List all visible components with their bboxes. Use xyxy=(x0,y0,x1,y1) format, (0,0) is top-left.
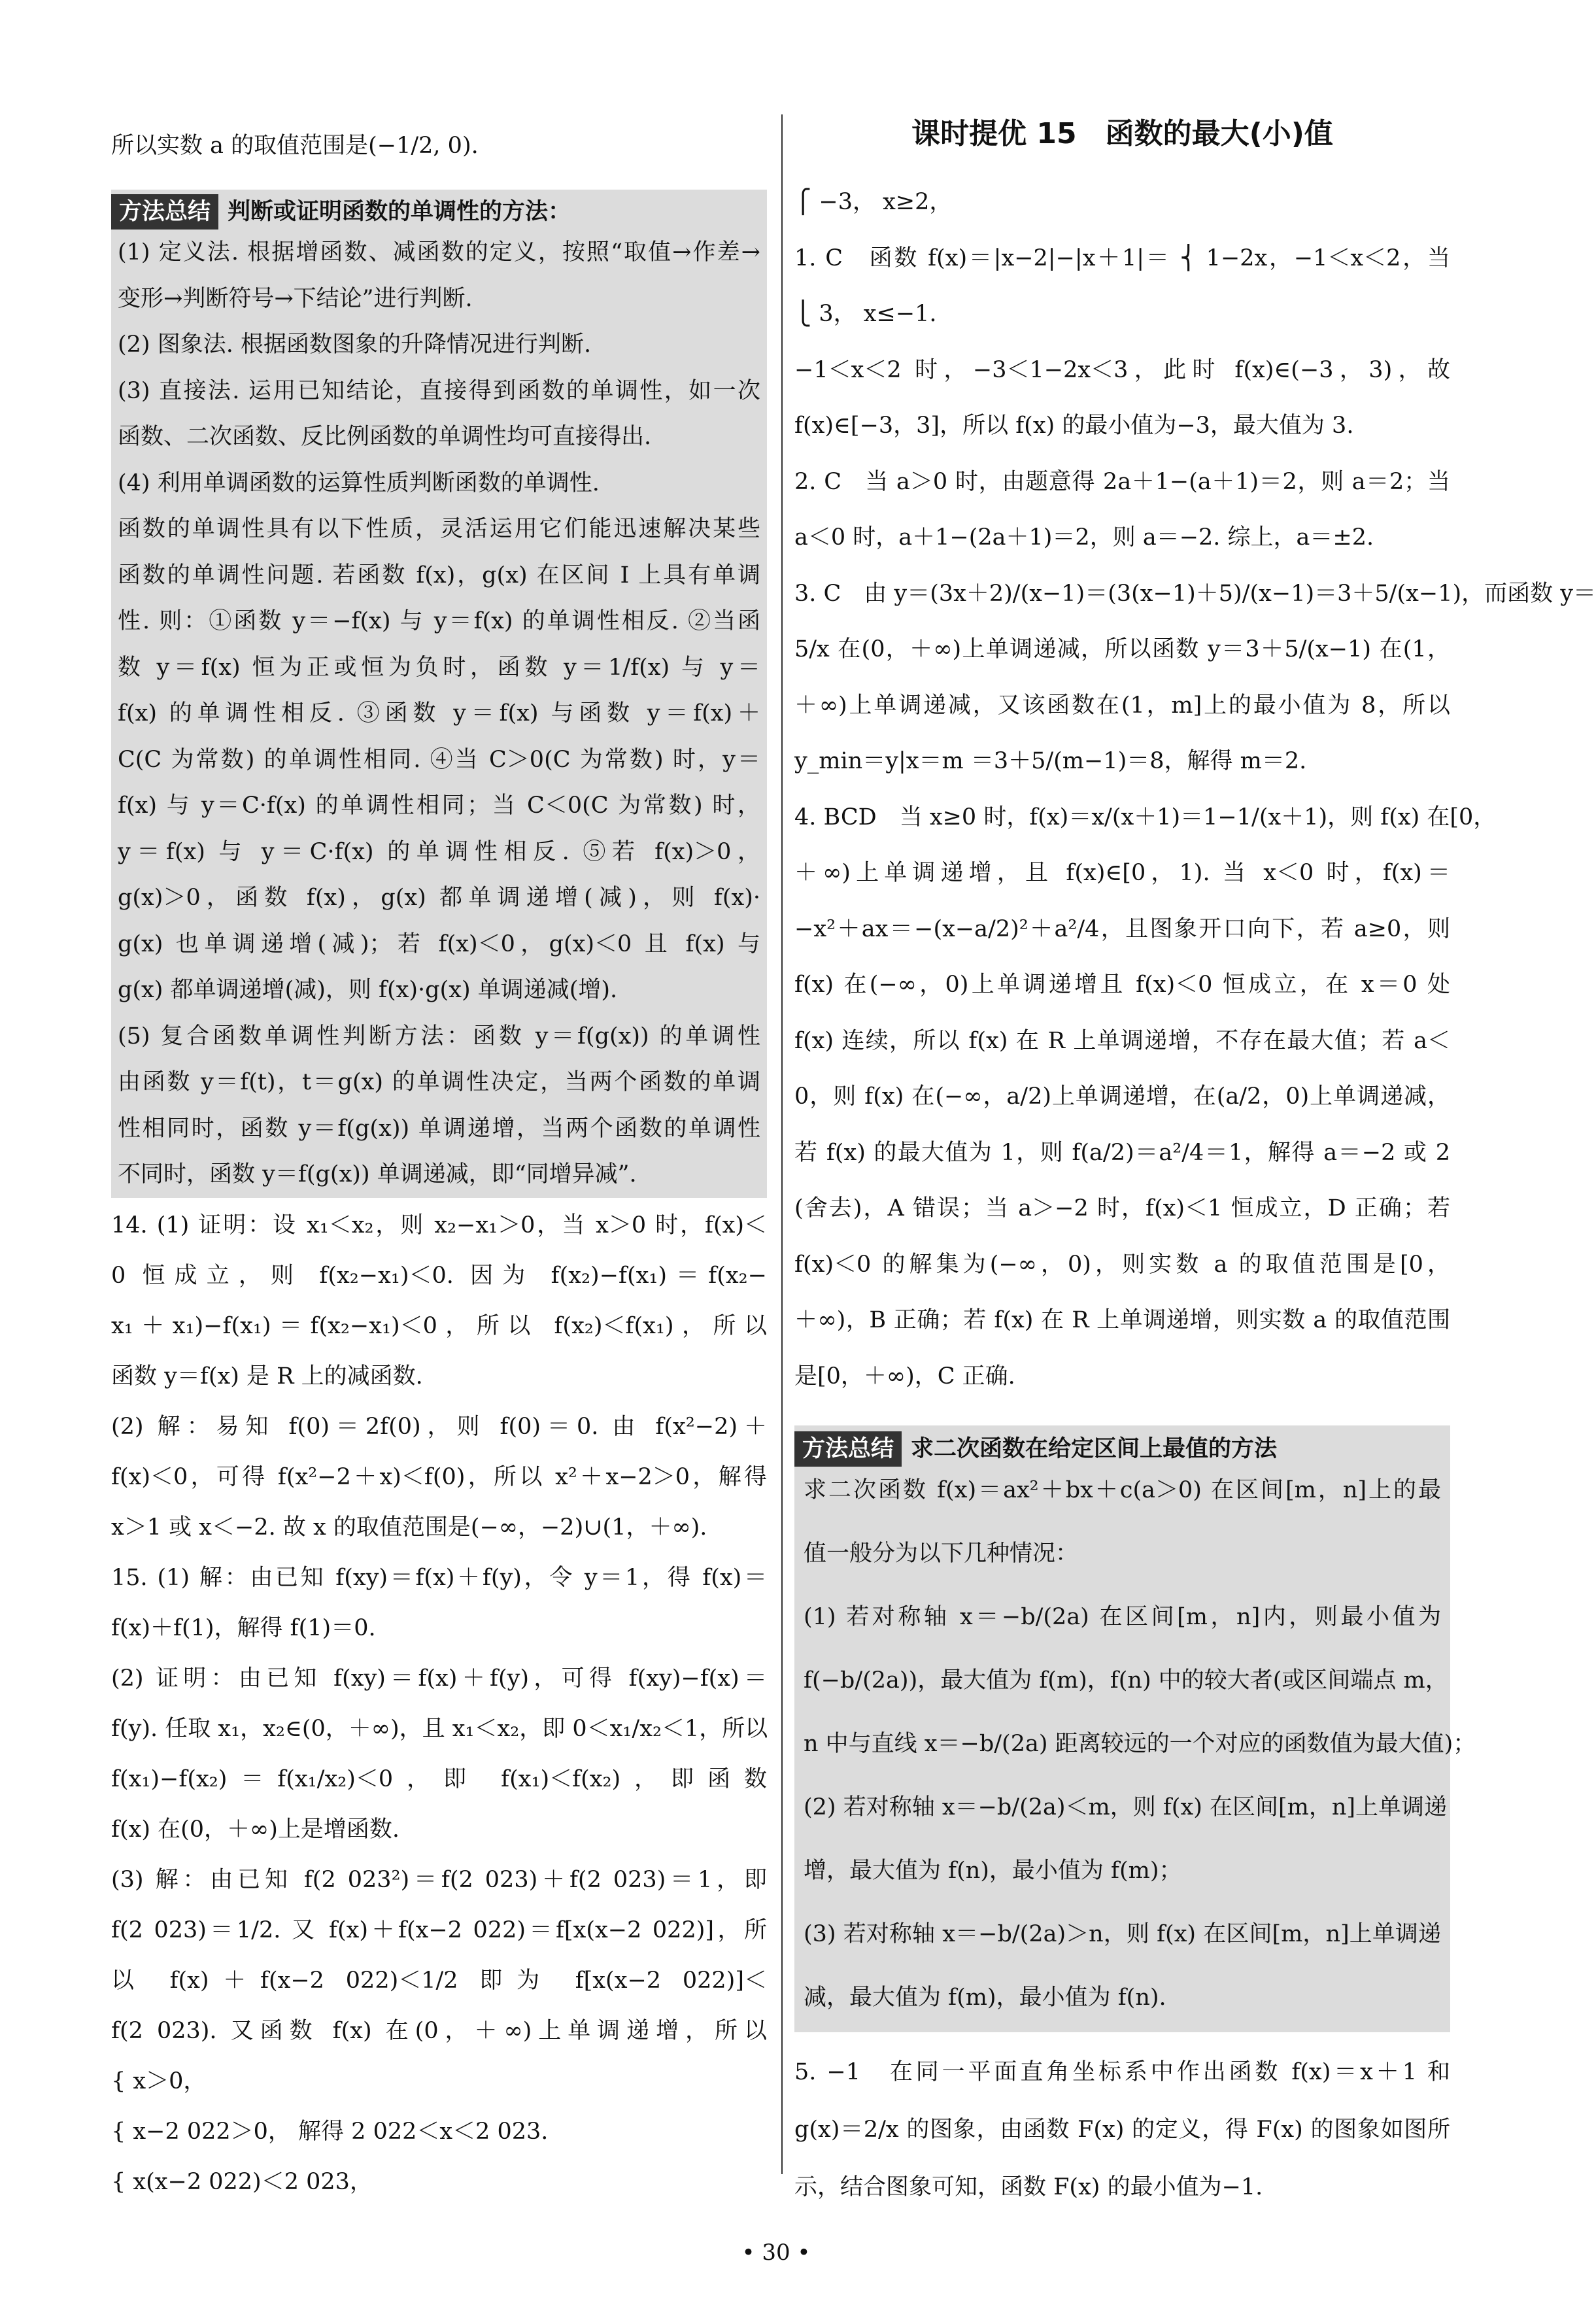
text-line: 变形→判断符号→下结论”进行判断. xyxy=(118,285,473,312)
text-line: 增，最大值为 f(n)，最小值为 f(m)； xyxy=(804,1858,1182,1884)
text-line: (舍去)，A 错误；当 a＞−2 时，f(x)＜1 恒成立，D 正确；若 xyxy=(794,1195,1450,1221)
text-line: (2) 解：易知 f(0)＝2f(0)，则 f(0)＝0. 由 f(x²−2)＋ xyxy=(111,1414,767,1440)
text-line: f(x) 与 y＝C·f(x) 的单调性相同；当 C＜0(C 为常数) 时， xyxy=(118,793,760,819)
text-line: 3. C 由 y＝(3x＋2)/(x−1)＝(3(x−1)＋5)/(x−1)＝3＋5/(x−1)，而函数 y＝ xyxy=(794,580,1596,607)
text-line: (3) 直接法. 运用已知结论，直接得到函数的单调性，如一次 xyxy=(118,377,760,404)
text-line: 性相同时，函数 y＝f(g(x)) 单调递增，当两个函数的单调性 xyxy=(118,1115,760,1142)
text-line: g(x)＞0，函数 f(x)，g(x) 都单调递增(减)，则 f(x)· xyxy=(118,885,760,911)
text-line: f(x)∈[−3，3]，所以 f(x) 的最小值为−3，最大值为 3. xyxy=(794,413,1354,439)
page-number: • 30 • xyxy=(741,2240,811,2266)
text-line: (2) 图象法. 根据函数图象的升降情况进行判断. xyxy=(118,332,592,358)
text-line: (2) 若对称轴 x＝−b/(2a)＜m，则 f(x) 在区间[m，n]上单调递 xyxy=(804,1794,1448,1820)
text-line: y＝f(x) 与 y＝C·f(x) 的单调性相反. ⑤若 f(x)＞0， xyxy=(118,838,760,865)
text-line: 2. C 当 a＞0 时，由题意得 2a＋1−(a＋1)＝2，则 a＝2；当 xyxy=(794,468,1450,495)
text-line: 减，最大值为 f(m)，最小值为 f(n). xyxy=(804,1985,1166,2011)
text-line: ⎩ 3， x≤−1. xyxy=(794,301,937,327)
text-line: 不同时，函数 y＝f(g(x)) 单调递减，即“同增异减”. xyxy=(118,1161,637,1187)
column-divider xyxy=(781,114,783,2174)
text-line: { x＞0， xyxy=(111,2068,207,2094)
text-line: 以 f(x)＋f(x−2 022)＜1/2 即为 f[x(x−2 022)]＜ xyxy=(111,1968,767,1994)
text-line: (2) 证明：由已知 f(xy)＝f(x)＋f(y)，可得 f(xy)−f(x)＝ xyxy=(111,1665,767,1692)
text-line: g(x) 都单调递增(减)，则 f(x)·g(x) 单调递减(增). xyxy=(118,977,618,1003)
text-line: C(C 为常数) 的单调性相同. ④当 C＞0(C 为常数) 时，y＝ xyxy=(118,746,760,773)
text-line: n 中与直线 x＝−b/(2a) 距离较远的一个对应的函数值为最大值)； xyxy=(804,1731,1476,1757)
text-line: (3) 若对称轴 x＝−b/(2a)＞n，则 f(x) 在区间[m，n]上单调递 xyxy=(804,1921,1441,1947)
text-line: −x²＋ax＝−(x−a/2)²＋a²/4，且图象开口向下，若 a≥0，则 xyxy=(794,915,1450,942)
method-summary-2-tag: 方法总结 xyxy=(794,1431,902,1467)
text-line: f(x) 连续，所以 f(x) 在 R 上单调递增，不存在最大值；若 a＜ xyxy=(794,1027,1450,1054)
text-line: ⎧ −3， x≥2， xyxy=(794,189,953,215)
text-line: f(−b/(2a))，最大值为 f(m)，f(n) 中的较大者(或区间端点 m， xyxy=(804,1667,1448,1694)
text-line: 求二次函数 f(x)＝ax²＋bx＋c(a＞0) 在区间[m，n]上的最 xyxy=(804,1477,1441,1503)
text-line: 数 y＝f(x) 恒为正或恒为负时，函数 y＝1/f(x) 与 y＝ xyxy=(118,654,760,681)
text-line: ＋∞)上单调递减，又该函数在(1，m]上的最小值为 8，所以 xyxy=(794,692,1450,719)
text-line: x₁＋x₁)−f(x₁)＝f(x₂−x₁)＜0，所以 f(x₂)＜f(x₁)，所以 xyxy=(111,1313,767,1339)
intro-line: 所以实数 a 的取值范围是(−1/2, 0). xyxy=(111,133,479,159)
text-line: f(x) 在(−∞，0)上单调递增且 f(x)＜0 恒成立，在 x＝0 处 xyxy=(794,972,1450,998)
text-line: { x(x−2 022)＜2 023， xyxy=(111,2169,373,2195)
text-line: 5/x 在(0，＋∞)上单调递减，所以函数 y＝3＋5/(x−1) 在(1， xyxy=(794,636,1450,662)
text-line: g(x) 也单调递增(减)；若 f(x)＜0，g(x)＜0 且 f(x) 与 xyxy=(118,930,760,957)
text-line: (3) 解：由已知 f(2 023²)＝f(2 023)＋f(2 023)＝1，即 xyxy=(111,1867,767,1893)
text-line: ＋∞)，B 正确；若 f(x) 在 R 上单调递增，则实数 a 的取值范围 xyxy=(794,1307,1450,1333)
text-line: y_min＝y|x＝m ＝3＋5/(m−1)＝8，解得 m＝2. xyxy=(794,748,1307,774)
method-summary-tag: 方法总结 xyxy=(111,194,218,230)
text-line: f(x)＜0 的解集为(−∞，0)，则实数 a 的取值范围是[0， xyxy=(794,1251,1450,1278)
text-line: 示，结合图象可知，函数 F(x) 的最小值为−1. xyxy=(794,2174,1263,2200)
text-line: 4. BCD 当 x≥0 时，f(x)＝x/(x＋1)＝1−1/(x＋1)，则 f(x) 在[0， xyxy=(794,804,1497,830)
method-summary-heading: 判断或证明函数的单调性的方法： xyxy=(228,199,571,225)
text-line: 由函数 y＝f(t)，t＝g(x) 的单调性决定，当两个函数的单调 xyxy=(118,1069,760,1095)
method-summary-2-heading: 求二次函数在给定区间上最值的方法 xyxy=(911,1436,1278,1462)
text-line: f(x)＋f(1)，解得 f(1)＝0. xyxy=(111,1615,376,1641)
text-line: 性. 则：①函数 y＝−f(x) 与 y＝f(x) 的单调性相反. ②当函 xyxy=(118,608,760,634)
text-line: (4) 利用单调函数的运算性质判断函数的单调性. xyxy=(118,469,600,496)
section-title: 课时提优 15 函数的最大(小)值 xyxy=(911,117,1333,150)
text-line: f(2 023). 又函数 f(x) 在(0，＋∞)上单调递增，所以 xyxy=(111,2018,767,2044)
text-line: 5. −1 在同一平面直角坐标系中作出函数 f(x)＝x＋1 和 xyxy=(794,2059,1450,2085)
text-line: { x−2 022＞0， 解得 2 022＜x＜2 023. xyxy=(111,2119,549,2145)
text-line: 函数 y＝f(x) 是 R 上的减函数. xyxy=(111,1363,423,1389)
text-line: −1＜x＜2 时，−3＜1−2x＜3，此时 f(x)∈(−3，3)，故 xyxy=(794,356,1450,383)
text-line: 是[0，＋∞)，C 正确. xyxy=(794,1363,1015,1389)
text-line: f(2 023)＝1/2. 又 f(x)＋f(x−2 022)＝f[x(x−2 022)]，所 xyxy=(111,1917,767,1943)
text-line: 函数的单调性问题. 若函数 f(x)，g(x) 在区间 I 上具有单调 xyxy=(118,562,760,588)
text-line: 0 恒成立，则 f(x₂−x₁)＜0. 因为 f(x₂)−f(x₁)＝f(x₂− xyxy=(111,1263,767,1289)
text-line: (5) 复合函数单调性判断方法：函数 y＝f(g(x)) 的单调性 xyxy=(118,1023,760,1049)
method-summary-header xyxy=(111,193,767,231)
text-line: 函数的单调性具有以下性质，灵活运用它们能迅速解决某些 xyxy=(118,516,760,542)
text-line: 0，则 f(x) 在(−∞，a/2)上单调递增，在(a/2，0)上单调递减， xyxy=(794,1083,1450,1110)
text-line: (1) 定义法. 根据增函数、减函数的定义，按照“取值→作差→ xyxy=(118,239,760,265)
text-line: x＞1 或 x＜−2. 故 x 的取值范围是(−∞，−2)∪(1，＋∞). xyxy=(111,1514,707,1541)
text-line: 函数、二次函数、反比例函数的单调性均可直接得出. xyxy=(118,424,652,450)
text-line: ＋∞)上单调递增，且 f(x)∈[0，1). 当 x＜0 时，f(x)＝ xyxy=(794,860,1450,886)
text-line: f(x)＜0，可得 f(x²−2＋x)＜f(0)，所以 x²＋x−2＞0，解得 xyxy=(111,1464,767,1490)
text-line: 若 f(x) 的最大值为 1，则 f(a/2)＝a²/4＝1，解得 a＝−2 或 2 xyxy=(794,1139,1450,1166)
text-line: f(x₁)−f(x₂)＝f(x₁/x₂)＜0，即 f(x₁)＜f(x₂)，即函数 xyxy=(111,1766,767,1792)
text-line: a＜0 时，a＋1−(2a＋1)＝2，则 a＝−2. 综上，a＝±2. xyxy=(794,524,1374,551)
text-line: 15. (1) 解：由已知 f(xy)＝f(x)＋f(y)，令 y＝1，得 f(x)＝ xyxy=(111,1565,767,1591)
method-summary-2-header xyxy=(794,1430,1450,1468)
text-line: f(x) 的单调性相反. ③函数 y＝f(x) 与函数 y＝f(x)＋ xyxy=(118,700,760,726)
text-line: 14. (1) 证明：设 x₁＜x₂，则 x₂−x₁＞0，当 x＞0 时，f(x)＜ xyxy=(111,1212,767,1238)
text-line: (1) 若对称轴 x＝−b/(2a) 在区间[m，n]内，则最小值为 xyxy=(804,1604,1441,1630)
text-line: 值一般分为以下几种情况： xyxy=(804,1541,1079,1567)
text-line: f(x) 在(0，＋∞)上是增函数. xyxy=(111,1816,399,1843)
text-line: f(y). 任取 x₁，x₂∈(0，＋∞)，且 x₁＜x₂，即 0＜x₁/x₂＜1，所以 xyxy=(111,1716,768,1742)
text-line: g(x)＝2/x 的图象，由函数 F(x) 的定义，得 F(x) 的图象如图所 xyxy=(794,2117,1450,2143)
text-line: 1. C 函数 f(x)＝|x−2|−|x＋1|＝ ⎨ 1−2x，−1＜x＜2，当 xyxy=(794,245,1450,271)
